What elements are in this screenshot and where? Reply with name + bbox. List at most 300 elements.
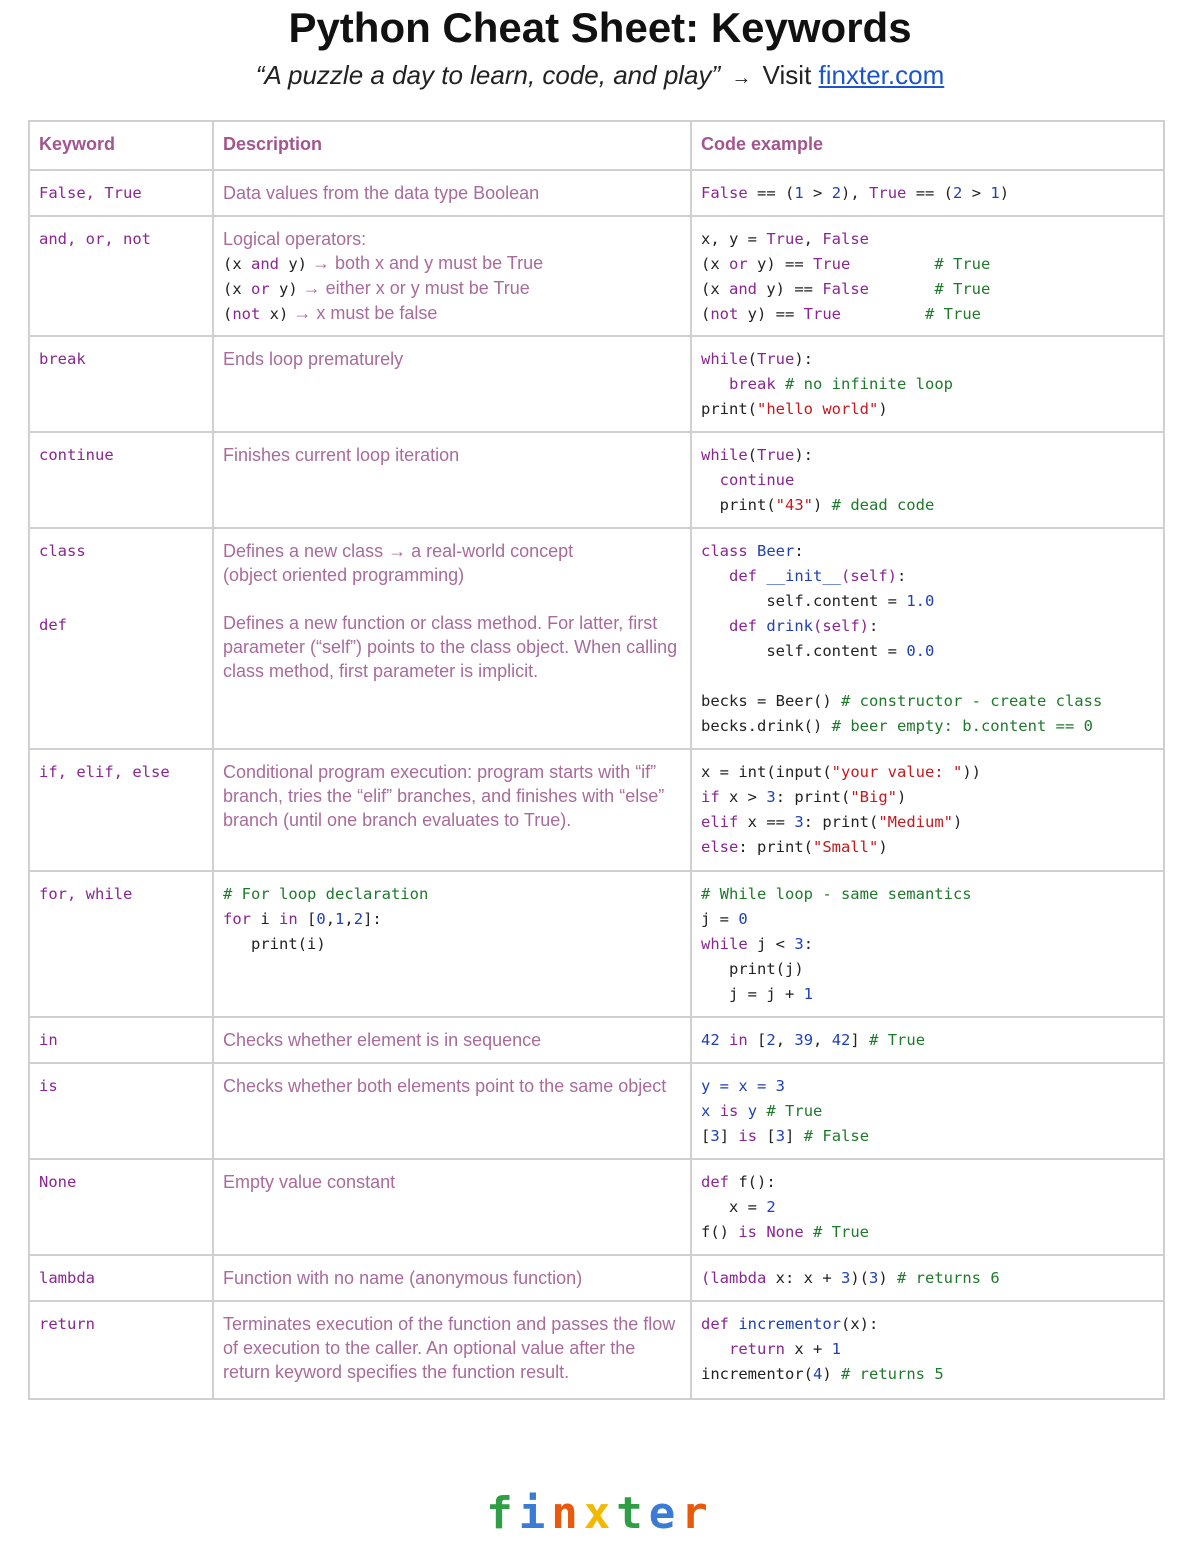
code-token: # dead code xyxy=(831,496,935,514)
code-token: x == xyxy=(738,813,795,831)
code-token: ( xyxy=(223,305,233,323)
code-token: )( xyxy=(850,1269,869,1287)
code-token xyxy=(729,1315,738,1333)
code-token: 1 xyxy=(794,184,804,202)
code-token: : print( xyxy=(803,813,879,831)
code-token: # For loop declaration xyxy=(223,885,429,903)
code-token xyxy=(757,567,766,585)
code-token: ) xyxy=(822,1365,841,1383)
code-token: 3 xyxy=(775,1127,786,1145)
header-keyword: Keyword xyxy=(29,121,213,170)
code-token: 1 xyxy=(803,985,813,1003)
keyword-label: if, elif, else xyxy=(39,763,170,781)
keyword-cell xyxy=(29,1063,213,1159)
code-example-cell xyxy=(691,1255,1164,1301)
description-cell xyxy=(213,749,691,871)
code-token: in xyxy=(279,910,298,928)
code-line xyxy=(701,664,1154,689)
code-token: : xyxy=(897,567,907,585)
code-token xyxy=(841,305,925,323)
logo-letter: e xyxy=(648,1488,682,1539)
code-token: not xyxy=(232,305,261,323)
code-token: (x xyxy=(223,280,251,298)
arrow-icon: → xyxy=(731,67,752,89)
table-row xyxy=(29,1255,1164,1301)
code-example-cell xyxy=(691,216,1164,336)
code-block xyxy=(223,882,681,957)
logo-letter: i xyxy=(518,1488,552,1539)
code-line xyxy=(701,714,1154,739)
keyword-label: class xyxy=(39,542,86,560)
code-token: or xyxy=(729,255,748,273)
code-token: 1 xyxy=(335,910,345,928)
code-token: # beer empty: b.content == 0 xyxy=(831,717,1093,735)
code-token: 0 xyxy=(316,910,326,928)
code-token: ) xyxy=(952,813,963,831)
table-row xyxy=(29,1017,1164,1063)
code-token: , xyxy=(344,910,354,928)
code-line xyxy=(701,1074,1154,1099)
code-token: ) xyxy=(999,184,1010,202)
code-token: 3 xyxy=(840,1269,851,1287)
code-token: "Medium" xyxy=(878,813,953,831)
code-token: Beer xyxy=(757,542,795,560)
code-token: None xyxy=(766,1223,804,1241)
code-line xyxy=(701,468,1154,493)
code-line xyxy=(701,227,1154,252)
description-cell xyxy=(213,1301,691,1399)
description-text: (object oriented programming) xyxy=(223,565,465,585)
code-line xyxy=(701,277,1154,302)
code-token: 3 xyxy=(766,788,776,806)
code-token: , xyxy=(803,230,823,248)
description-cell xyxy=(213,216,691,336)
code-token xyxy=(701,375,729,393)
code-token: ( xyxy=(701,305,711,323)
code-token: [ xyxy=(701,1127,711,1145)
code-token: "hello world" xyxy=(757,400,879,418)
code-token: x) xyxy=(260,305,289,323)
code-token: ), xyxy=(841,184,870,202)
code-line xyxy=(701,810,1154,835)
description-text: Defines a new class → a real-world concept xyxy=(223,541,574,561)
code-token: ] xyxy=(719,1127,739,1145)
code-token: # no infinite loop xyxy=(785,375,953,393)
code-token: True xyxy=(813,255,851,273)
code-token: False xyxy=(822,280,869,298)
code-token: # returns 6 xyxy=(897,1269,1000,1287)
code-token: # False xyxy=(803,1127,870,1145)
code-token: x = int(input( xyxy=(701,763,832,781)
code-token: continue xyxy=(719,471,795,489)
code-token: [ xyxy=(757,1127,776,1145)
keyword-label: return xyxy=(39,1315,95,1333)
description-cell xyxy=(213,1063,691,1159)
description-text xyxy=(223,587,681,611)
description-text: Terminates execution of the function and passes the flow of execution to the caller. An optional value after the return keyword specifies the function result. xyxy=(223,1314,676,1382)
page-title: Python Cheat Sheet: Keywords xyxy=(288,4,912,51)
code-token: incrementor xyxy=(738,1315,841,1333)
code-line xyxy=(701,564,1154,589)
code-token: # While loop - same semantics xyxy=(701,885,972,903)
code-token xyxy=(757,1223,766,1241)
code-token: else xyxy=(701,838,739,856)
code-token: print( xyxy=(701,496,776,514)
logo-letter: f xyxy=(486,1488,519,1539)
code-line xyxy=(701,372,1154,397)
code-token: while xyxy=(701,935,748,953)
code-token: y xyxy=(747,1102,758,1120)
description-cell xyxy=(213,170,691,216)
code-token: # True xyxy=(925,305,981,323)
code-token: 2 xyxy=(766,1031,776,1049)
code-token: > xyxy=(803,184,832,202)
code-token xyxy=(701,1340,729,1358)
code-token: False xyxy=(701,184,748,202)
code-token: def xyxy=(701,1173,729,1191)
code-token: is xyxy=(719,1102,739,1120)
code-token: (self) xyxy=(841,567,897,585)
description-text: Finishes current loop iteration xyxy=(223,445,460,465)
code-token: return xyxy=(729,1340,785,1358)
finxter-link[interactable]: finxter.com xyxy=(818,60,945,90)
code-token: ] xyxy=(850,1031,870,1049)
code-token: ) xyxy=(878,838,888,856)
description-text: Function with no name (anonymous function) xyxy=(223,1268,583,1288)
code-token: x: x + xyxy=(766,1269,841,1287)
code-line xyxy=(701,589,1154,614)
table-row xyxy=(29,871,1164,1017)
code-line xyxy=(701,1220,1154,1245)
code-token: == ( xyxy=(747,184,795,202)
code-line xyxy=(223,907,681,932)
code-token: becks = Beer() xyxy=(701,692,841,710)
code-token: > xyxy=(962,184,991,202)
code-token: ) xyxy=(812,496,832,514)
code-token: def xyxy=(701,1315,729,1333)
code-token: y) == xyxy=(747,255,813,273)
code-token xyxy=(701,617,729,635)
code-line xyxy=(701,689,1154,714)
code-token: not xyxy=(710,305,739,323)
code-token: x xyxy=(701,1102,711,1120)
description-text: Logical operators: xyxy=(223,229,367,249)
description-text: Conditional program execution: program starts with “if” branch, tries the “elif” branches, and finishes with “else” branch (until one branch evaluates to True). xyxy=(223,762,665,830)
code-token: (x): xyxy=(841,1315,879,1333)
table-row xyxy=(29,749,1164,871)
code-example-cell xyxy=(691,336,1164,432)
code-line xyxy=(223,882,681,907)
code-token: y = x = 3 xyxy=(701,1077,785,1095)
code-token: 1 xyxy=(831,1340,842,1358)
code-token: 0.0 xyxy=(906,642,935,660)
keyword-label: None xyxy=(39,1173,77,1191)
code-line xyxy=(701,639,1154,664)
code-token: y) xyxy=(279,255,307,273)
code-token: 42 xyxy=(701,1031,720,1049)
keyword-label xyxy=(39,563,203,587)
code-token: : xyxy=(794,542,804,560)
code-token: while xyxy=(701,350,748,368)
code-line xyxy=(701,760,1154,785)
code-token: (x xyxy=(701,280,729,298)
code-line xyxy=(701,1362,1154,1387)
code-token: is xyxy=(738,1223,757,1241)
code-token: , xyxy=(813,1031,832,1049)
description-cell xyxy=(213,528,691,749)
keyword-label: False, True xyxy=(39,184,142,202)
code-token: (lambda xyxy=(701,1269,767,1287)
code-token: print(j) xyxy=(701,960,804,978)
code-token: ) xyxy=(878,1269,898,1287)
code-token: "43" xyxy=(775,496,813,514)
operator-line xyxy=(223,276,681,301)
code-example-cell xyxy=(691,749,1164,871)
code-token xyxy=(701,567,729,585)
code-token: 1.0 xyxy=(906,592,935,610)
code-token: y) xyxy=(269,280,298,298)
description-cell xyxy=(213,336,691,432)
description-text: Ends loop prematurely xyxy=(223,349,404,369)
code-token: [ xyxy=(747,1031,767,1049)
subtitle-visit: Visit xyxy=(762,60,812,90)
code-token: (x xyxy=(701,255,729,273)
code-token: (x xyxy=(223,255,251,273)
table-row xyxy=(29,432,1164,528)
operator-explanation: → x must be false xyxy=(288,303,438,323)
code-token: in xyxy=(729,1031,748,1049)
keyword-label: for, while xyxy=(39,885,133,903)
code-token: 4 xyxy=(812,1365,823,1383)
keywords-table xyxy=(28,120,1165,1400)
code-token: ): xyxy=(794,350,814,368)
code-token: while xyxy=(701,446,748,464)
code-token: incrementor( xyxy=(701,1365,813,1383)
code-line xyxy=(701,907,1154,932)
code-token xyxy=(804,1223,813,1241)
keyword-cell xyxy=(29,1301,213,1399)
code-token: x + xyxy=(785,1340,832,1358)
code-token: 3 xyxy=(794,813,804,831)
keyword-label: lambda xyxy=(39,1269,95,1287)
code-example-cell xyxy=(691,432,1164,528)
code-token: self.content = xyxy=(701,592,907,610)
code-token: ) xyxy=(897,788,907,806)
code-token: y) == xyxy=(738,305,804,323)
code-token xyxy=(776,375,785,393)
code-line xyxy=(701,1099,1154,1124)
code-line xyxy=(701,347,1154,372)
code-line xyxy=(701,1028,1154,1053)
keyword-cell xyxy=(29,432,213,528)
header-description: Description xyxy=(213,121,691,170)
keyword-cell xyxy=(29,170,213,216)
operator-line xyxy=(223,251,681,276)
keyword-cell xyxy=(29,1255,213,1301)
code-line xyxy=(701,882,1154,907)
code-token xyxy=(869,280,934,298)
code-token: # True xyxy=(934,255,991,273)
code-line xyxy=(701,957,1154,982)
code-token: 3 xyxy=(710,1127,720,1145)
code-token: and xyxy=(251,255,279,273)
code-token: : print( xyxy=(738,838,813,856)
code-token: ( xyxy=(747,350,758,368)
operator-explanation: → either x or y must be True xyxy=(297,278,530,298)
code-token: , xyxy=(325,910,336,928)
code-line xyxy=(701,614,1154,639)
subtitle xyxy=(0,60,1200,91)
code-token: j = j + xyxy=(701,985,804,1003)
code-token: (self) xyxy=(813,617,870,635)
code-line xyxy=(223,932,681,957)
logo-letter: n xyxy=(551,1488,584,1539)
keyword-label: break xyxy=(39,350,86,368)
table-row xyxy=(29,1063,1164,1159)
code-token: or xyxy=(251,280,270,298)
code-token: print(i) xyxy=(223,935,326,953)
code-line xyxy=(701,443,1154,468)
code-token: class xyxy=(701,542,748,560)
code-token xyxy=(720,1031,729,1049)
code-token: # True xyxy=(869,1031,926,1049)
code-token: 3 xyxy=(869,1269,879,1287)
code-token: is xyxy=(738,1127,758,1145)
code-token: j < xyxy=(747,935,795,953)
code-line xyxy=(701,982,1154,1007)
code-token: "Small" xyxy=(812,838,879,856)
code-line xyxy=(701,252,1154,277)
code-token: x, y = xyxy=(701,230,767,248)
code-line xyxy=(701,1312,1154,1337)
code-token: ) xyxy=(878,400,888,418)
description-text: Empty value constant xyxy=(223,1172,396,1192)
code-token: def xyxy=(729,567,757,585)
code-token: # constructor - create class xyxy=(840,692,1103,710)
code-line xyxy=(701,181,1154,206)
keyword-label: def xyxy=(39,616,67,634)
keyword-label: in xyxy=(39,1031,58,1049)
code-token: 2 xyxy=(953,184,963,202)
description-cell xyxy=(213,432,691,528)
code-token xyxy=(757,617,766,635)
keyword-label: is xyxy=(39,1077,58,1095)
finxter-logo xyxy=(0,1488,1200,1539)
code-token: f() xyxy=(701,1223,739,1241)
code-token xyxy=(738,1102,747,1120)
description-cell xyxy=(213,1159,691,1255)
code-token: print( xyxy=(701,400,757,418)
code-token xyxy=(850,255,934,273)
code-token: # True xyxy=(813,1223,870,1241)
code-line xyxy=(701,785,1154,810)
code-token: True xyxy=(869,184,907,202)
code-token: True xyxy=(757,350,795,368)
code-token: : xyxy=(869,617,879,635)
table-row xyxy=(29,170,1164,216)
operator-explanation: → both x and y must be True xyxy=(307,253,544,273)
code-token: # returns 5 xyxy=(841,1365,944,1383)
code-token: x > xyxy=(719,788,767,806)
code-token: drink xyxy=(766,617,814,635)
header-code-example: Code example xyxy=(691,121,1164,170)
code-token: : print( xyxy=(775,788,851,806)
keyword-label xyxy=(39,587,203,611)
keyword-cell xyxy=(29,1017,213,1063)
code-token: if xyxy=(701,788,720,806)
code-token: f(): xyxy=(729,1173,776,1191)
table-row xyxy=(29,336,1164,432)
code-token: ): xyxy=(794,446,814,464)
code-token: 42 xyxy=(831,1031,851,1049)
code-example-cell xyxy=(691,1301,1164,1399)
code-line xyxy=(701,302,1154,327)
code-token: # True xyxy=(766,1102,823,1120)
code-token: [ xyxy=(297,910,317,928)
code-line xyxy=(701,539,1154,564)
keyword-cell xyxy=(29,871,213,1017)
code-token: self.content = xyxy=(701,642,907,660)
code-example-cell xyxy=(691,1017,1164,1063)
code-token: and xyxy=(729,280,757,298)
code-example-cell xyxy=(691,1063,1164,1159)
code-line xyxy=(701,835,1154,860)
code-token: 2 xyxy=(353,910,364,928)
code-token: 39 xyxy=(794,1031,814,1049)
code-token: 0 xyxy=(738,910,748,928)
table-row xyxy=(29,1159,1164,1255)
code-example-cell xyxy=(691,528,1164,749)
description-cell xyxy=(213,871,691,1017)
code-token: == ( xyxy=(906,184,954,202)
code-token: True xyxy=(766,230,804,248)
code-token: break xyxy=(729,375,776,393)
keyword-label: continue xyxy=(39,446,114,464)
code-token: False xyxy=(822,230,869,248)
code-token: 1 xyxy=(990,184,1000,202)
code-token: 2 xyxy=(831,184,842,202)
keyword-cell xyxy=(29,216,213,336)
code-token: 2 xyxy=(766,1198,776,1216)
description-text: Checks whether both elements point to the same object xyxy=(223,1076,667,1096)
logo-letter: r xyxy=(681,1488,714,1539)
code-token: y) == xyxy=(757,280,823,298)
code-token xyxy=(710,1102,719,1120)
code-token xyxy=(748,542,757,560)
description-cell xyxy=(213,1255,691,1301)
code-line xyxy=(701,1266,1154,1291)
code-line xyxy=(701,1337,1154,1362)
code-line xyxy=(701,1170,1154,1195)
code-example-cell xyxy=(691,871,1164,1017)
code-token: # True xyxy=(934,280,991,298)
table-row xyxy=(29,528,1164,749)
code-line xyxy=(701,1195,1154,1220)
description-text: Data values from the data type Boolean xyxy=(223,183,540,203)
code-token: i xyxy=(251,910,279,928)
code-token: elif xyxy=(701,813,739,831)
description-text: Checks whether element is in sequence xyxy=(223,1030,542,1050)
code-token: j = xyxy=(701,910,739,928)
logo-letter: x xyxy=(583,1488,617,1539)
code-token: "your value: " xyxy=(831,763,963,781)
keyword-cell xyxy=(29,749,213,871)
operator-line xyxy=(223,301,681,326)
code-line xyxy=(701,932,1154,957)
keyword-cell xyxy=(29,1159,213,1255)
code-token: ]: xyxy=(363,910,382,928)
code-token: : xyxy=(803,935,814,953)
